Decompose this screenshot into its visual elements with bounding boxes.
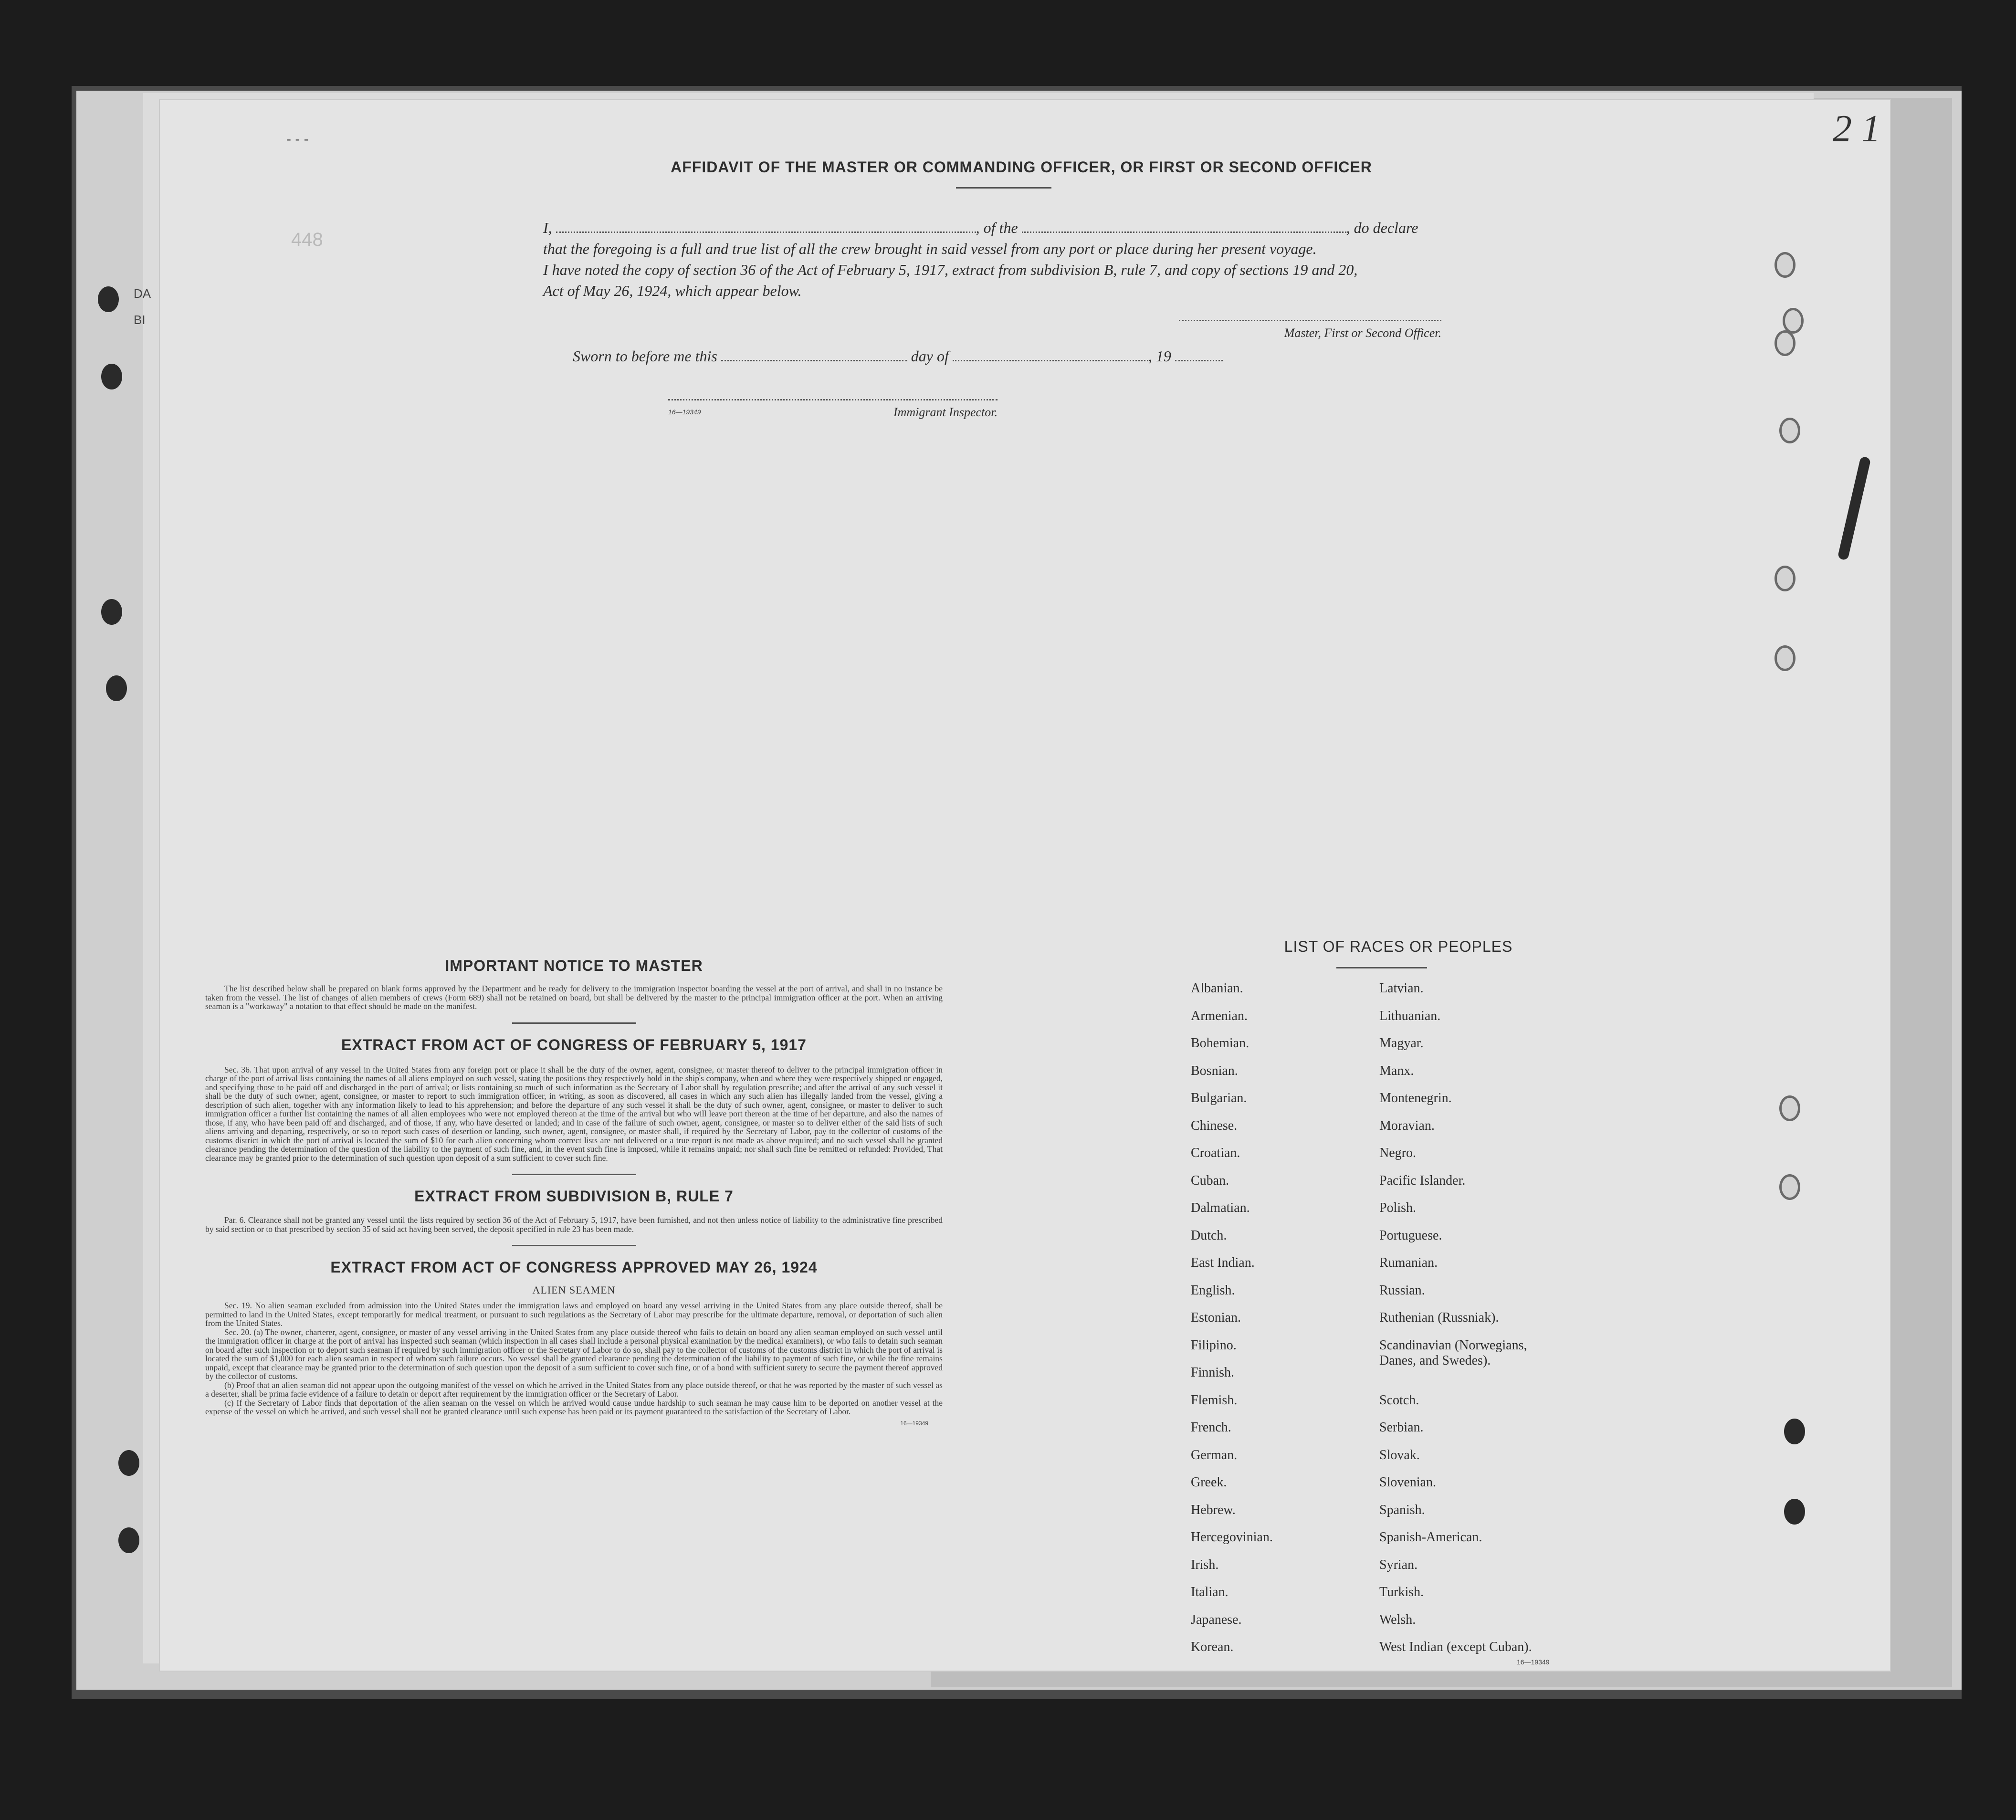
race-item: Bosnian. <box>1191 1063 1238 1078</box>
affidavit-line-2: that the foregoing is a full and true list of all the crew brought in said vessel from any port or place during her present voyage. <box>543 240 1317 257</box>
affidavit-line-1: I, , of the , do declare <box>543 219 1418 236</box>
race-item: Welsh. <box>1379 1612 1416 1627</box>
section-divider <box>512 1022 636 1024</box>
race-item: Polish. <box>1379 1200 1417 1215</box>
races-form-number: 16—19349 <box>1517 1658 1550 1666</box>
race-item: Hercegovinian. <box>1191 1530 1273 1545</box>
sworn-year-fill-line <box>1175 347 1223 361</box>
extract-form-number: 16—19349 <box>900 1420 928 1427</box>
extract-rule7-title: EXTRACT FROM SUBDIVISION B, RULE 7 <box>414 1188 734 1205</box>
punch-hole <box>1784 1499 1805 1525</box>
left-edge-text-da: DA <box>134 286 151 301</box>
race-item: Manx. <box>1379 1063 1414 1078</box>
sworn-line: Sworn to before me this day of , 19 <box>573 347 1223 365</box>
manifest-sheet <box>160 100 1890 1671</box>
punch-hole <box>1779 1095 1800 1121</box>
affidavit-line-3: I have noted the copy of section 36 of the Act of February 5, 1917, extract from subdivision B, rule 7, and copy of sections 19 and 20, <box>543 261 1358 278</box>
race-item: Finnish. <box>1191 1365 1235 1380</box>
race-item: Dutch. <box>1191 1228 1227 1243</box>
race-item: Filipino. <box>1191 1337 1237 1353</box>
race-item: Spanish-American. <box>1379 1530 1482 1545</box>
race-item: Cuban. <box>1191 1173 1229 1188</box>
race-item: Italian. <box>1191 1585 1228 1599</box>
race-item: West Indian (except Cuban). <box>1379 1640 1532 1654</box>
race-item: Serbian. <box>1379 1420 1424 1435</box>
race-item: English. <box>1191 1283 1235 1298</box>
immigrant-inspector-label: 16—19349 Immigrant Inspector. <box>668 399 998 420</box>
extract-1924-title: EXTRACT FROM ACT OF CONGRESS APPROVED MAY 26, 1924 <box>330 1259 818 1276</box>
notices-column <box>205 957 943 1427</box>
punch-hole <box>1774 330 1796 356</box>
sworn-month-fill-line <box>953 347 1148 361</box>
race-item: Rumanian. <box>1379 1255 1438 1270</box>
ghost-number: 448 <box>291 229 323 250</box>
punch-hole <box>1783 308 1804 334</box>
race-item: Scotch. <box>1379 1392 1419 1408</box>
race-item: Albanian. <box>1191 981 1243 996</box>
notice-body: The list described below shall be prepared on blank forms approved by the Department and be ready for delivery to the immigration inspector boarding the vessel at the port of arrival, and shall in no instance be taken from the vessel. The list of changes of alien members of crews (Form 689) shall not be retained on board, but shall be delivered by the master to the principal immigration officer at the port. When an arriving seaman is a "workaway" a notation to that effect should be made on the manifest. <box>205 984 943 1011</box>
extract-rule7-body: Par. 6. Clearance shall not be granted any vessel until the lists required by section 36 of the Act of February 5, 1917, have been furnished, and not then unless notice of liability to the administrative fine prescribed by said section or to that prescribed by section 35 of said act having been served, the deposit specified in rule 23 has been made. <box>205 1215 943 1234</box>
race-item: East Indian. <box>1191 1255 1255 1270</box>
race-item: Russian. <box>1379 1283 1425 1298</box>
left-edge-text-bi: BI <box>134 313 146 327</box>
race-item: Scandinavian (Norwegians, Danes, and Swedes). <box>1379 1337 1527 1368</box>
punch-hole <box>118 1450 139 1476</box>
race-item: Irish. <box>1191 1557 1219 1572</box>
race-item: Flemish. <box>1191 1392 1238 1408</box>
section-divider <box>512 1174 636 1175</box>
races-title-rule <box>1336 967 1427 968</box>
extract-1924-sec19: Sec. 19. No alien seaman excluded from admission into the United States under the immigration laws and employed on board any vessel arriving in the United States from any place outside thereof, shall be permitted to land in the United States, except temporarily for medical treatment, or pursuant to such regulations as the Secretary of Labor may prescribe for the ultimate departure, removal, or deportation of such alien from the United States. <box>205 1301 943 1328</box>
master-signature-label: Master, First or Second Officer. <box>1179 320 1441 340</box>
notice-title: IMPORTANT NOTICE TO MASTER <box>445 957 703 974</box>
title-rule <box>956 187 1051 189</box>
race-item: Estonian. <box>1191 1310 1241 1325</box>
extract-1924-sec20b: (b) Proof that an alien seaman did not appear upon the outgoing manifest of the vessel on which he arrived in the United States from any place outside thereof, or that he was reported by the master of such vessel as a deserter, shall be prima facie evidence of a failure to detain or deport after requirement by the immigration officer or the Secretary of Labor. <box>205 1380 943 1399</box>
punch-hole <box>1774 566 1796 591</box>
race-item: Latvian. <box>1379 981 1424 996</box>
punch-hole <box>98 286 119 312</box>
extract-1924-sec20c: (c) If the Secretary of Labor finds that deportation of the alien seaman on the vessel on which he arrived would cause undue hardship to such seaman he may cause him to be deported on another vessel at the expense of the vessel on which he arrived, and such vessel shall not be granted clearance until such expense has been paid or its payment guaranteed to the satisfaction of the Secretary of Labor. <box>205 1398 943 1416</box>
race-item: German. <box>1191 1447 1238 1462</box>
race-item: Moravian. <box>1379 1118 1435 1133</box>
punch-hole <box>106 675 127 701</box>
race-item: Negro. <box>1379 1146 1416 1160</box>
punch-hole <box>1784 1419 1805 1444</box>
race-item: Slovenian. <box>1379 1475 1436 1490</box>
race-item: Armenian. <box>1191 1008 1248 1023</box>
vessel-fill-line <box>1022 219 1346 233</box>
punch-hole <box>101 364 122 389</box>
race-item: Croatian. <box>1191 1146 1240 1160</box>
race-item: Pacific Islander. <box>1379 1173 1466 1188</box>
extract-1924-sec20a: Sec. 20. (a) The owner, charterer, agent, consignee, or master of any vessel arriving in the United States from any place outside thereof who fails to detain on board any alien seaman employed on such vessel until the immigration officer in charge at the port of arrival has inspected such seaman (which inspection in all cases shall include a personal physical examination by the medical examiners), or who fails to detain such seaman on board after such inspection or to deport such seaman if required by such immigration officer or the Secretary of Labor to do so, shall pay to the collector of customs of the customs district in which the port of arrival is located the sum of $1,000 for each alien seaman in respect of whom such failure occurs. No vessel shall be granted clearance pending the determination of the liability to payment of such fine, or while the fine remains unpaid, except that clearance may be granted prior to the determination of such question upon the deposit of a sum sufficient to cover such fine, or of a bond with sufficient surety to secure the payment thereof approved by the collector of customs. <box>205 1327 943 1381</box>
race-item: Greek. <box>1191 1475 1227 1490</box>
affidavit-title: AFFIDAVIT OF THE MASTER OR COMMANDING OFFICER, OR FIRST OR SECOND OFFICER <box>671 158 1372 176</box>
race-item: Korean. <box>1191 1640 1234 1654</box>
race-item: Bohemian. <box>1191 1036 1250 1051</box>
section-divider <box>512 1245 636 1246</box>
name-fill-line <box>556 219 976 233</box>
race-item: Spanish. <box>1379 1502 1425 1517</box>
race-item: Montenegrin. <box>1379 1091 1452 1105</box>
top-left-dashes: - - - <box>286 131 309 147</box>
race-item: Bulgarian. <box>1191 1091 1247 1105</box>
corner-number: 2 1 <box>1833 108 1880 150</box>
race-item: Chinese. <box>1191 1118 1238 1133</box>
race-item: Slovak. <box>1379 1447 1420 1462</box>
affidavit-form-number: 16—19349 <box>668 408 701 416</box>
race-item: Turkish. <box>1379 1585 1424 1599</box>
race-item: Ruthenian (Russniak). <box>1379 1310 1499 1325</box>
punch-hole <box>1779 418 1800 443</box>
extract-1917-body: Sec. 36. That upon arrival of any vessel in the United States from any foreign port or place it shall be the duty of the owner, agent, consignee, or master thereof to deliver to the principal immigration officer in charge of the port of arrival lists containing the names of all aliens employed on such vessel, stating the positions they respectively hold in the ship's company, when and where they were respectively shipped or engaged, and specifying those to be paid off and discharged in the port of arrival; or lists containing so much of such information as the Secretary of Labor shall by regulation prescribe; and after the arrival of any such vessel it shall be the duty of such owner, agent, consignee, or master to report to such immigration officer, in writing, as soon as discovered, all cases in which any such alien has illegally landed from the vessel, giving a description of such alien, together with any information likely to lead to his apprehension; and before the departure of any such vessel it shall be the duty of such owner, agent, consignee, or master to deliver to such immigration officer a further list containing the names of all alien employees who were not employed thereon at the time of the arrival but who will leave port thereon at the time of her departure, and also the names of those, if any, who have been paid off and discharged, and of those, if any, who have deserted or landed; and in case of the failure of such owner, agent, consignee, or master so to deliver either of the said lists of such aliens arriving and departing, respectively, or so to report such cases of desertion or landing, such owner, agent, consignee, or master shall, if required by the Secretary of Labor, pay to the collector of customs of the customs district in which the port of arrival is located the sum of $10 for each alien concerning whom correct lists are not delivered or a true report is not made as above required; and no such vessel shall be granted clearance pending the determination of the question of the liability to the payment of such fine, and, in the event such fine is imposed, while it remains unpaid; nor shall such fine be remitted or refunded: Provided, That clearance may be granted prior to the determination of such question upon deposit of a sum sufficient to cover such fine. <box>205 1064 943 1163</box>
extract-1924-subtitle: ALIEN SEAMEN <box>532 1284 616 1296</box>
extract-1917-title: EXTRACT FROM ACT OF CONGRESS OF FEBRUARY 5, 1917 <box>341 1036 807 1053</box>
punch-hole <box>1774 252 1796 278</box>
race-item: Dalmatian. <box>1191 1200 1250 1215</box>
affidavit-body <box>543 217 1464 301</box>
punch-hole <box>1774 645 1796 671</box>
race-item: French. <box>1191 1420 1231 1435</box>
race-item: Magyar. <box>1379 1036 1424 1051</box>
race-item: Lithuanian. <box>1379 1008 1441 1023</box>
race-item: Japanese. <box>1191 1612 1242 1627</box>
race-item: Hebrew. <box>1191 1502 1236 1517</box>
races-title: LIST OF RACES OR PEOPLES <box>1284 938 1513 955</box>
punch-hole <box>118 1527 139 1553</box>
race-item: Portuguese. <box>1379 1228 1442 1243</box>
sworn-day-fill-line <box>721 347 907 361</box>
punch-hole <box>101 599 122 625</box>
punch-hole <box>1779 1174 1800 1200</box>
race-item: Syrian. <box>1379 1557 1418 1572</box>
affidavit-line-4: Act of May 26, 1924, which appear below. <box>543 282 802 299</box>
